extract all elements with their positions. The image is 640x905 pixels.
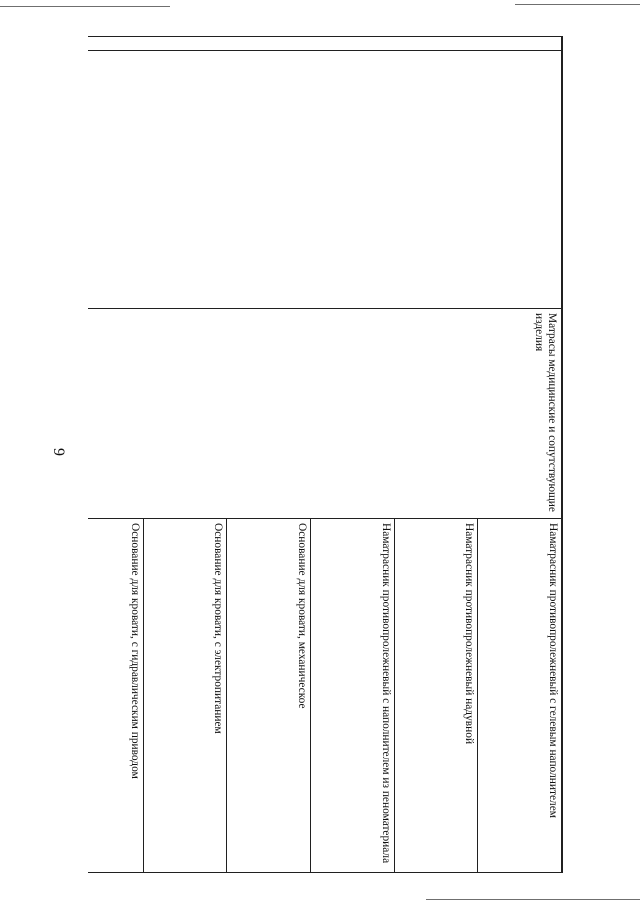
product-name: Основание для кровати, механическое: [227, 519, 311, 873]
scan-edge-bottom: [426, 899, 640, 900]
rotated-table-frame: [88, 36, 563, 873]
scan-edge-top-left: [0, 6, 170, 7]
empty-left-column: [88, 37, 562, 51]
page-number: 9: [50, 448, 67, 456]
product-name: Наматрасник противопролежневый с гелевым наполнителем: [478, 519, 562, 873]
scan-edge-top-right: [515, 4, 640, 5]
product-name: Наматрасник противопролежневый с наполнителем из пеноматериала: [311, 519, 395, 873]
product-name: Основание для кровати, с электропитанием: [143, 519, 227, 873]
group-mattresses: Матрасы медицинские и сопутствующие изделия: [88, 309, 562, 519]
rotated-table-content: [88, 36, 562, 872]
product-name: Наматрасник противопролежневый надувной: [394, 519, 478, 873]
medical-products-table: [88, 36, 562, 873]
product-name: Основание для кровати, с гидравлическим приводом: [88, 519, 143, 873]
empty-row-label-column: [88, 51, 562, 309]
table-row: [478, 37, 562, 873]
